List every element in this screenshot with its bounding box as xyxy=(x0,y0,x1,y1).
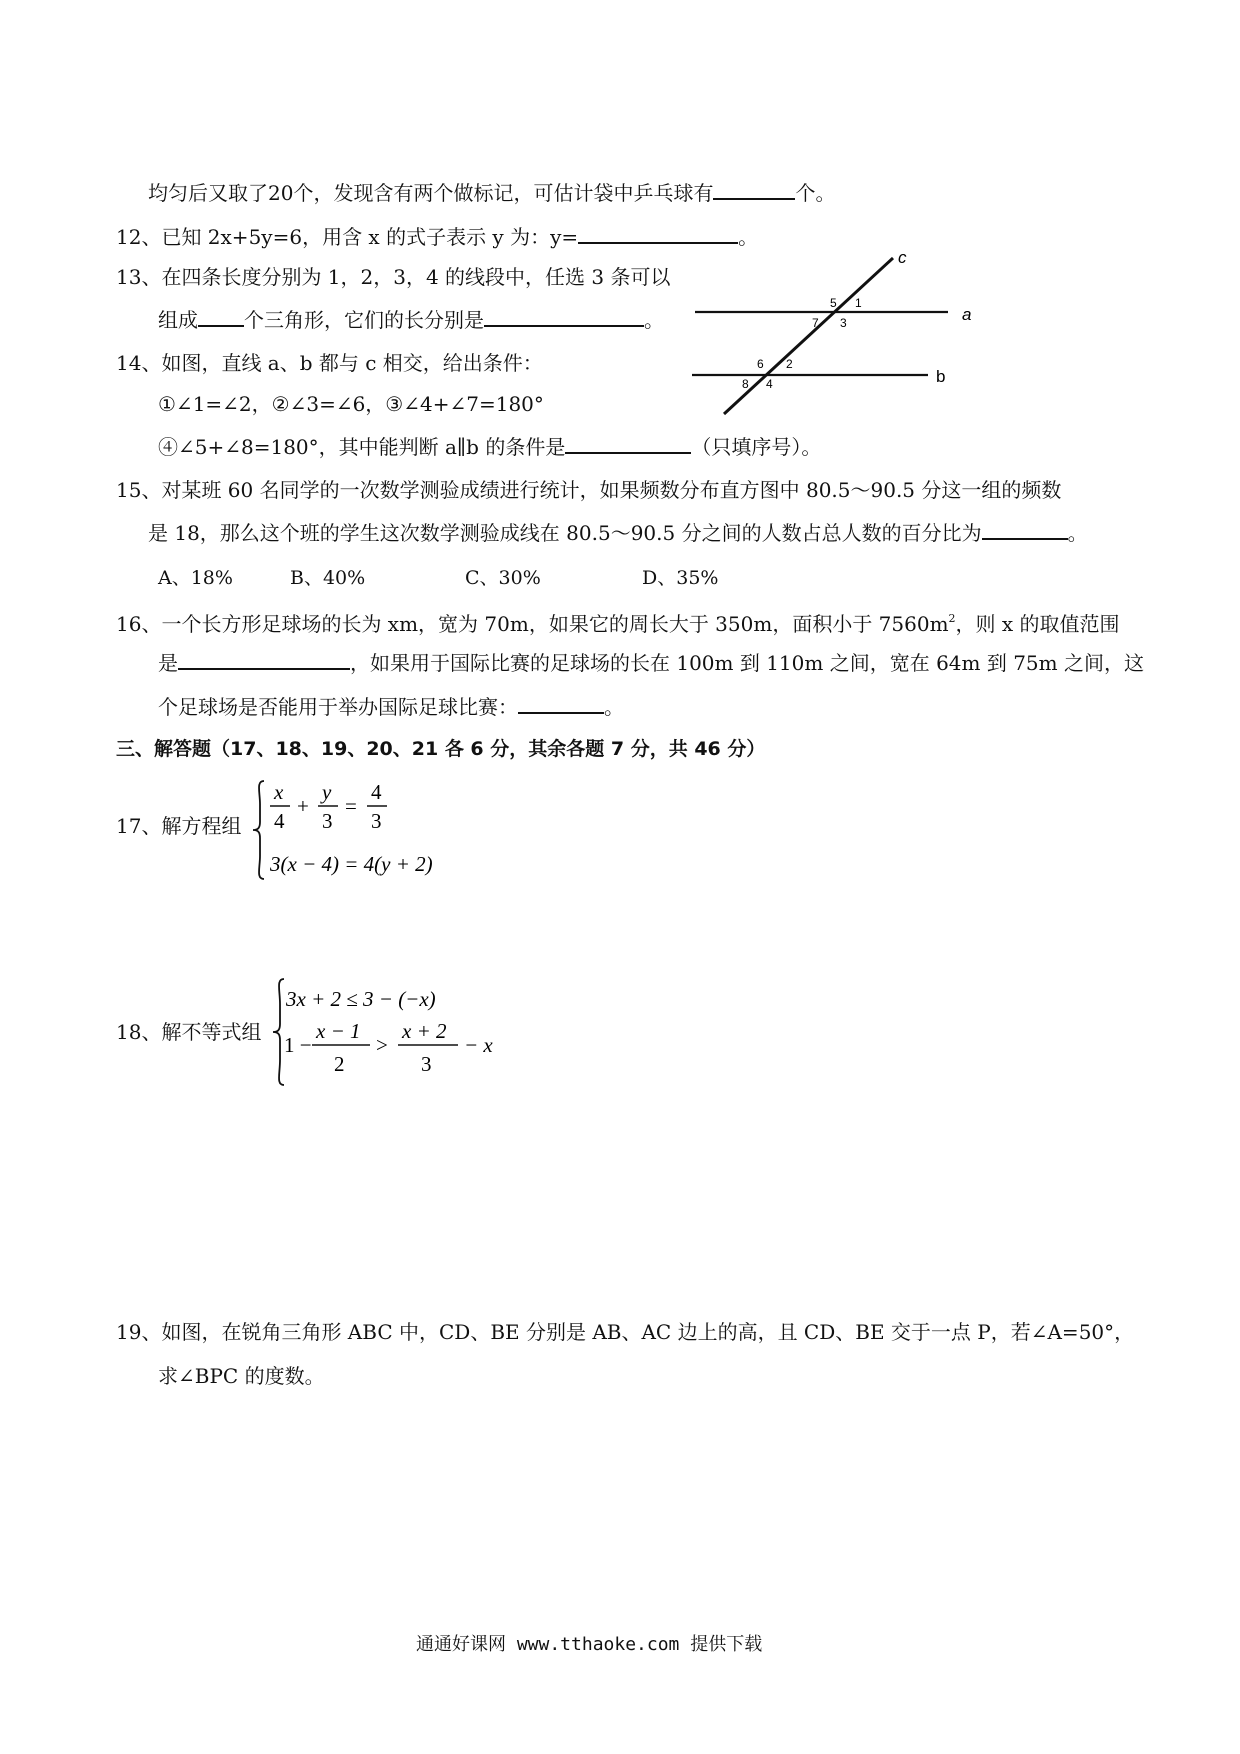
q14-tail: （只填序号）。 xyxy=(691,435,822,459)
q15-text: 是 18，那么这个班的学生这次数学测验成线在 80.5～90.5 分之间的人数占总人数的百分比为 xyxy=(148,521,982,545)
q12-answer-blank[interactable] xyxy=(578,222,738,244)
question-14-line3 xyxy=(158,432,821,461)
question-13-line1: 13、在四条长度分别为 1，2，3，4 的线段中，任选 3 条可以 xyxy=(116,265,671,289)
question-15-line2 xyxy=(148,518,1088,547)
ineq1: 3x + 2 ≤ 3 − (−x) xyxy=(286,987,436,1011)
q13-tail: 。 xyxy=(644,308,664,332)
eq1-frac1-num: x xyxy=(274,780,284,804)
q18-label: 18、解不等式组 xyxy=(116,1020,262,1044)
q11-tail: 个。 xyxy=(795,181,836,205)
q16-text-b: ，则 x 的取值范围 xyxy=(955,612,1120,636)
q13-text-a: 组成 xyxy=(158,308,198,332)
q11-answer-blank[interactable] xyxy=(713,178,795,200)
q18-inequality-system xyxy=(272,976,512,1088)
eq1-frac3-den: 3 xyxy=(371,809,382,833)
q16-range-blank[interactable] xyxy=(178,648,350,670)
question-13-line2 xyxy=(158,305,664,334)
brace xyxy=(253,781,264,879)
page-footer: 通通好课网 www.tthaoke.com 提供下载 xyxy=(416,1634,763,1655)
q17-equation-system xyxy=(252,778,472,882)
question-14-line2: ①∠1=∠2，②∠3=∠6，③∠4+∠7=180° xyxy=(158,392,544,416)
angle-2: 2 xyxy=(786,357,793,371)
angle-6: 6 xyxy=(757,357,764,371)
label-c: c xyxy=(898,248,907,267)
q12-text: 12、已知 2x+5y=6，用含 x 的式子表示 y 为：y= xyxy=(116,225,579,249)
eq1-frac3-num: 4 xyxy=(371,780,382,804)
q17-label: 17、解方程组 xyxy=(116,814,242,838)
label-b: b xyxy=(936,367,946,386)
q15-option-d[interactable]: D、35% xyxy=(642,567,719,589)
q16-text-c: 是 xyxy=(158,651,178,675)
section-3-heading: 三、解答题（17、18、19、20、21 各 6 分，其余各题 7 分，共 46 分） xyxy=(116,738,766,760)
q13-lengths-blank[interactable] xyxy=(484,305,644,327)
q15-option-b[interactable]: B、40% xyxy=(290,567,366,589)
ineq2-frac1-num: x − 1 xyxy=(316,1019,361,1043)
angle-1: 1 xyxy=(855,296,862,310)
ineq2-frac2-num: x + 2 xyxy=(402,1019,447,1043)
q13-count-blank[interactable] xyxy=(198,305,244,327)
eq2: 3(x − 4) = 4(y + 2) xyxy=(270,852,433,876)
q16-text-e: 个足球场是否能用于举办国际足球比赛： xyxy=(158,695,518,719)
eq1-frac1-den: 4 xyxy=(274,809,285,833)
q16-superscript: 2 xyxy=(948,612,956,625)
q14-answer-blank[interactable] xyxy=(565,432,691,454)
ineq2-one: 1 − xyxy=(284,1033,312,1057)
ineq2-tail: − x xyxy=(464,1033,493,1057)
brace xyxy=(273,979,284,1085)
ineq2-gt: > xyxy=(376,1033,388,1057)
q16-tail: 。 xyxy=(604,695,624,719)
question-15-line1: 15、对某班 60 名同学的一次数学测验成绩进行统计，如果频数分布直方图中 80.5～90.5 分这一组的频数 xyxy=(116,478,1062,502)
question-16-line3 xyxy=(158,692,624,721)
ineq2-frac1-den: 2 xyxy=(334,1052,345,1076)
question-12 xyxy=(116,222,758,251)
question-14-line1: 14、如图，直线 a、b 都与 c 相交，给出条件： xyxy=(116,351,543,375)
q12-tail: 。 xyxy=(738,225,759,249)
eq1-frac2-num: y xyxy=(322,780,332,804)
question-19-line1: 19、如图，在锐角三角形 ABC 中，CD、BE 分别是 AB、AC 边上的高，且 CD、BE 交于一点 P，若∠A=50°， xyxy=(116,1320,1135,1344)
q15-option-a[interactable]: A、18% xyxy=(158,567,233,589)
angle-8: 8 xyxy=(742,377,749,391)
q11-text: 均匀后又取了20个，发现含有两个做标记，可估计袋中乒乓球有 xyxy=(148,181,714,205)
q15-tail: 。 xyxy=(1067,521,1088,545)
question-16-line1 xyxy=(116,605,1120,638)
line-c xyxy=(724,258,893,414)
ineq2-frac2-den: 3 xyxy=(421,1052,432,1076)
angle-5: 5 xyxy=(830,296,837,310)
q15-option-c[interactable]: C、30% xyxy=(465,567,541,589)
parallel-lines-figure xyxy=(680,245,980,425)
q13-text-b: 个三角形，它们的长分别是 xyxy=(244,308,484,332)
q16-text-d: ，如果用于国际比赛的足球场的长在 100m 到 110m 之间，宽在 64m 到 75m 之间，这 xyxy=(350,651,1144,675)
angle-4: 4 xyxy=(766,377,773,391)
q16-text-a: 16、一个长方形足球场的长为 xm，宽为 70m，如果它的周长大于 350m，面积小于 7560m xyxy=(116,612,949,636)
q14-text: ④∠5+∠8=180°，其中能判断 a∥b 的条件是 xyxy=(158,435,566,459)
eq1-frac2-den: 3 xyxy=(322,809,333,833)
q11-continuation xyxy=(148,178,835,207)
eq1-plus: + xyxy=(297,794,309,818)
label-a: a xyxy=(962,305,972,324)
q15-answer-blank[interactable] xyxy=(982,518,1068,540)
angle-7: 7 xyxy=(812,316,819,330)
question-19-line2: 求∠BPC 的度数。 xyxy=(158,1364,325,1388)
q16-answer-blank[interactable] xyxy=(518,692,604,714)
eq1-equals: = xyxy=(345,794,357,818)
angle-3: 3 xyxy=(840,316,847,330)
question-16-line2 xyxy=(158,648,1144,677)
